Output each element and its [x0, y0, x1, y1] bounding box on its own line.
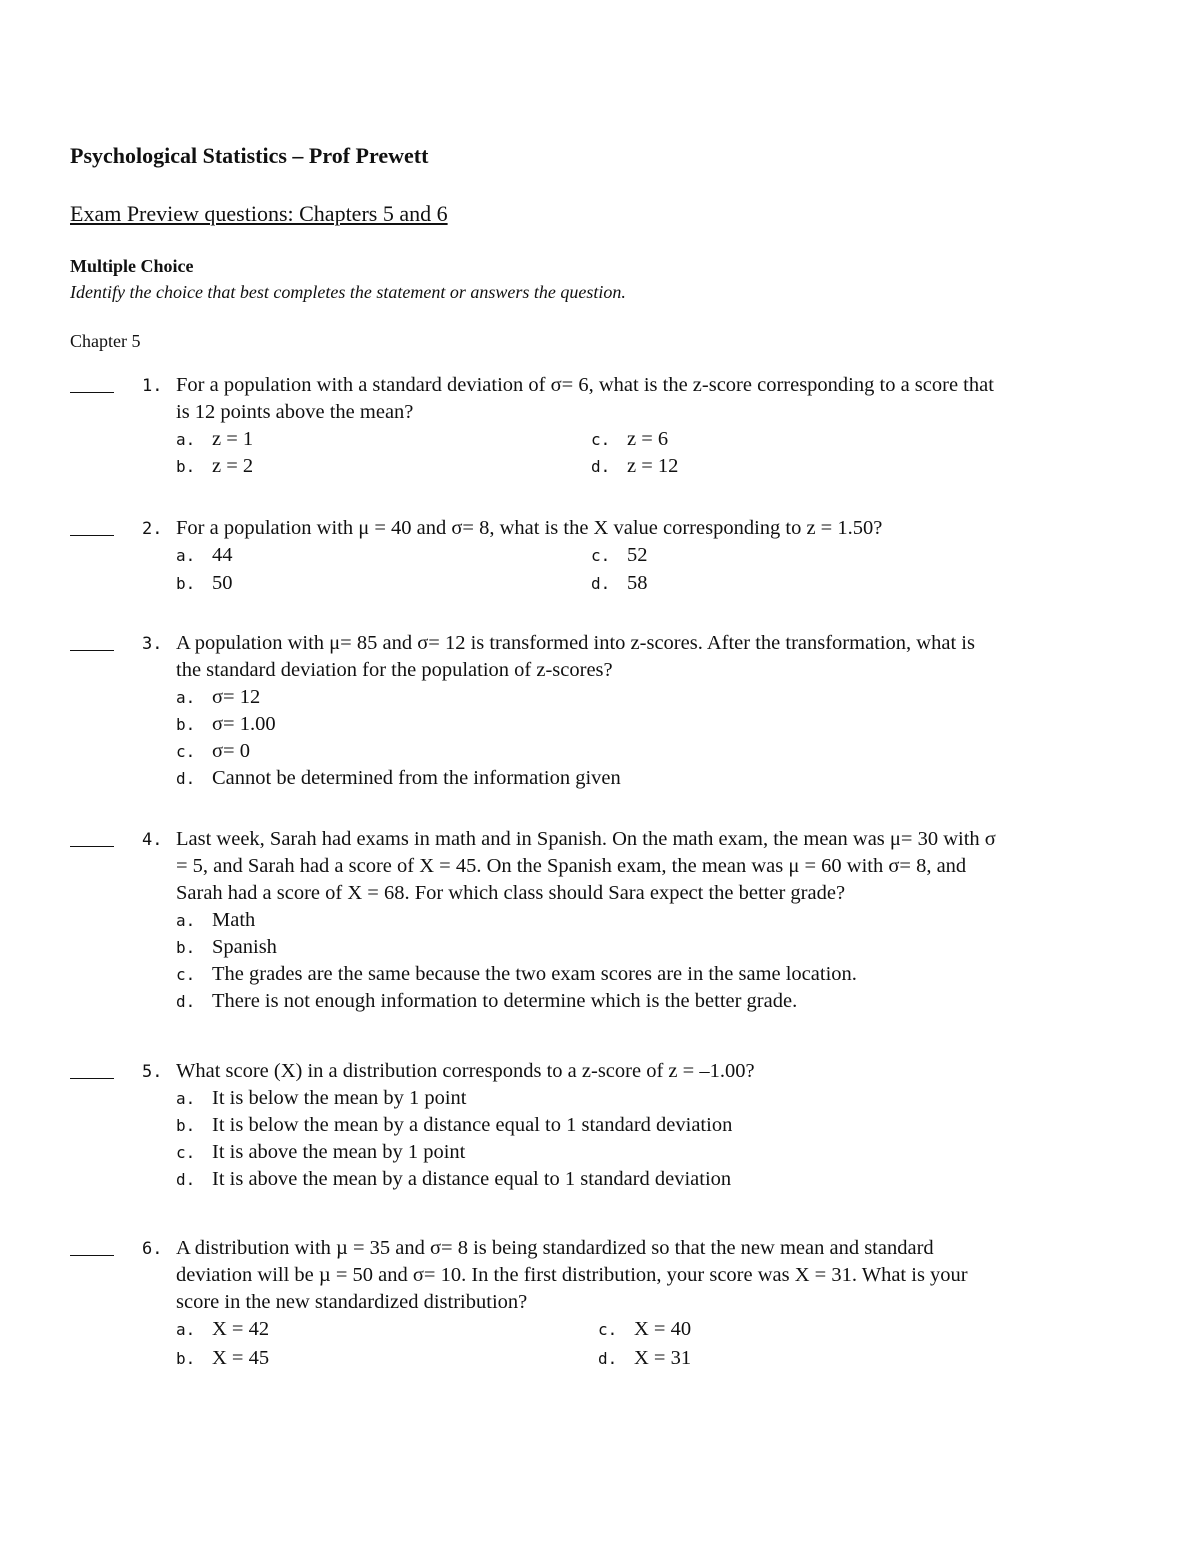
- option-letter: c.: [598, 1320, 618, 1339]
- question-stem: deviation will be µ = 50 and σ= 10. In the first distribution, your score was X = 31. What is your: [176, 1264, 968, 1286]
- option-b: [176, 453, 253, 480]
- page-title: Psychological Statistics – Prof Prewett: [70, 143, 429, 168]
- option-b: [176, 1112, 732, 1139]
- section-title: Multiple Choice: [70, 256, 194, 276]
- option-letter: d.: [176, 769, 196, 788]
- option-text: z = 6: [627, 428, 669, 450]
- question-number: 3.: [142, 634, 163, 654]
- answer-blank[interactable]: [70, 515, 114, 536]
- answer-blank[interactable]: [70, 630, 114, 651]
- option-text: It is above the mean by 1 point: [212, 1141, 466, 1163]
- option-c: [176, 738, 250, 765]
- option-a: [176, 1316, 269, 1343]
- option-text: Spanish: [212, 936, 277, 958]
- option-text: 50: [212, 572, 233, 594]
- option-letter: a.: [176, 1089, 196, 1108]
- option-text: σ= 0: [212, 740, 250, 762]
- option-b: [176, 934, 277, 961]
- question-stem: For a population with a standard deviation of σ= 6, what is the z-score corresponding to a score that: [176, 374, 994, 396]
- option-letter: b.: [176, 574, 196, 593]
- option-d: [176, 988, 797, 1015]
- option-letter: d.: [176, 992, 196, 1011]
- option-text: z = 2: [212, 455, 254, 477]
- option-letter: d.: [598, 1349, 618, 1368]
- option-text: X = 42: [212, 1318, 270, 1340]
- question-number: 5.: [142, 1062, 163, 1082]
- option-letter: c.: [176, 965, 196, 984]
- option-text: 58: [627, 572, 648, 594]
- question-stem: is 12 points above the mean?: [176, 401, 414, 423]
- option-letter: d.: [176, 1170, 196, 1189]
- option-text: z = 12: [627, 455, 679, 477]
- option-c: [598, 1316, 691, 1343]
- option-c: [176, 1139, 465, 1166]
- question-stem: Last week, Sarah had exams in math and in Spanish. On the math exam, the mean was μ= 30 with σ: [176, 828, 996, 850]
- option-c: [176, 961, 857, 988]
- question-stem: the standard deviation for the population of z-scores?: [176, 659, 613, 681]
- option-letter: a.: [176, 688, 196, 707]
- option-text: It is below the mean by 1 point: [212, 1087, 467, 1109]
- option-letter: a.: [176, 1320, 196, 1339]
- option-d: [176, 1166, 731, 1193]
- option-b: [176, 711, 276, 738]
- chapter-label: Chapter 5: [70, 331, 141, 351]
- option-letter: b.: [176, 1116, 196, 1135]
- option-text: There is not enough information to determine which is the better grade.: [212, 990, 798, 1012]
- option-letter: c.: [176, 742, 196, 761]
- answer-blank[interactable]: [70, 1058, 114, 1079]
- option-b: [176, 1345, 269, 1372]
- instructions: Identify the choice that best completes the statement or answers the question.: [70, 282, 626, 302]
- option-letter: b.: [176, 715, 196, 734]
- option-text: 52: [627, 544, 648, 566]
- answer-blank[interactable]: [70, 826, 114, 847]
- option-text: Cannot be determined from the information given: [212, 767, 621, 789]
- option-text: The grades are the same because the two exam scores are in the same location.: [212, 963, 857, 985]
- answer-blank[interactable]: [70, 1235, 114, 1256]
- option-d: [591, 570, 648, 597]
- option-letter: b.: [176, 457, 196, 476]
- option-text: z = 1: [212, 428, 254, 450]
- option-letter: b.: [176, 1349, 196, 1368]
- option-a: [176, 907, 255, 934]
- option-letter: a.: [176, 546, 196, 565]
- option-text: σ= 1.00: [212, 713, 276, 735]
- option-d: [598, 1345, 691, 1372]
- option-letter: b.: [176, 938, 196, 957]
- option-a: [176, 684, 260, 711]
- option-letter: a.: [176, 430, 196, 449]
- option-c: [591, 542, 648, 569]
- option-text: It is above the mean by a distance equal to 1 standard deviation: [212, 1168, 732, 1190]
- question-stem: score in the new standardized distribution?: [176, 1291, 528, 1313]
- question-stem: A population with μ= 85 and σ= 12 is transformed into z-scores. After the transformation, what is: [176, 632, 975, 654]
- page-subtitle: Exam Preview questions: Chapters 5 and 6: [70, 201, 448, 226]
- question-number: 6.: [142, 1239, 163, 1259]
- question-number: 4.: [142, 830, 163, 850]
- question-stem: For a population with μ = 40 and σ= 8, what is the X value corresponding to z = 1.50?: [176, 517, 883, 539]
- option-a: [176, 426, 253, 453]
- question-stem: What score (X) in a distribution corresponds to a z-score of z = –1.00?: [176, 1060, 755, 1082]
- option-d: [591, 453, 678, 480]
- option-letter: c.: [176, 1143, 196, 1162]
- option-a: [176, 1085, 467, 1112]
- question-stem: = 5, and Sarah had a score of X = 45. On the Spanish exam, the mean was μ = 60 with σ= 8, and: [176, 855, 967, 877]
- answer-blank[interactable]: [70, 372, 114, 393]
- option-letter: c.: [591, 546, 611, 565]
- question-stem: A distribution with µ = 35 and σ= 8 is being standardized so that the new mean and standard: [176, 1237, 934, 1259]
- option-letter: c.: [591, 430, 611, 449]
- option-text: 44: [212, 544, 233, 566]
- option-text: X = 31: [634, 1347, 692, 1369]
- option-text: Math: [212, 909, 256, 931]
- option-text: X = 40: [634, 1318, 692, 1340]
- option-d: [176, 765, 621, 792]
- option-a: [176, 542, 233, 569]
- option-letter: a.: [176, 911, 196, 930]
- option-letter: d.: [591, 574, 611, 593]
- question-stem: Sarah had a score of X = 68. For which class should Sara expect the better grade?: [176, 882, 846, 904]
- option-b: [176, 570, 233, 597]
- option-text: σ= 12: [212, 686, 261, 708]
- option-text: X = 45: [212, 1347, 270, 1369]
- option-letter: d.: [591, 457, 611, 476]
- option-c: [591, 426, 668, 453]
- question-number: 2.: [142, 519, 163, 539]
- question-number: 1.: [142, 376, 163, 396]
- option-text: It is below the mean by a distance equal to 1 standard deviation: [212, 1114, 733, 1136]
